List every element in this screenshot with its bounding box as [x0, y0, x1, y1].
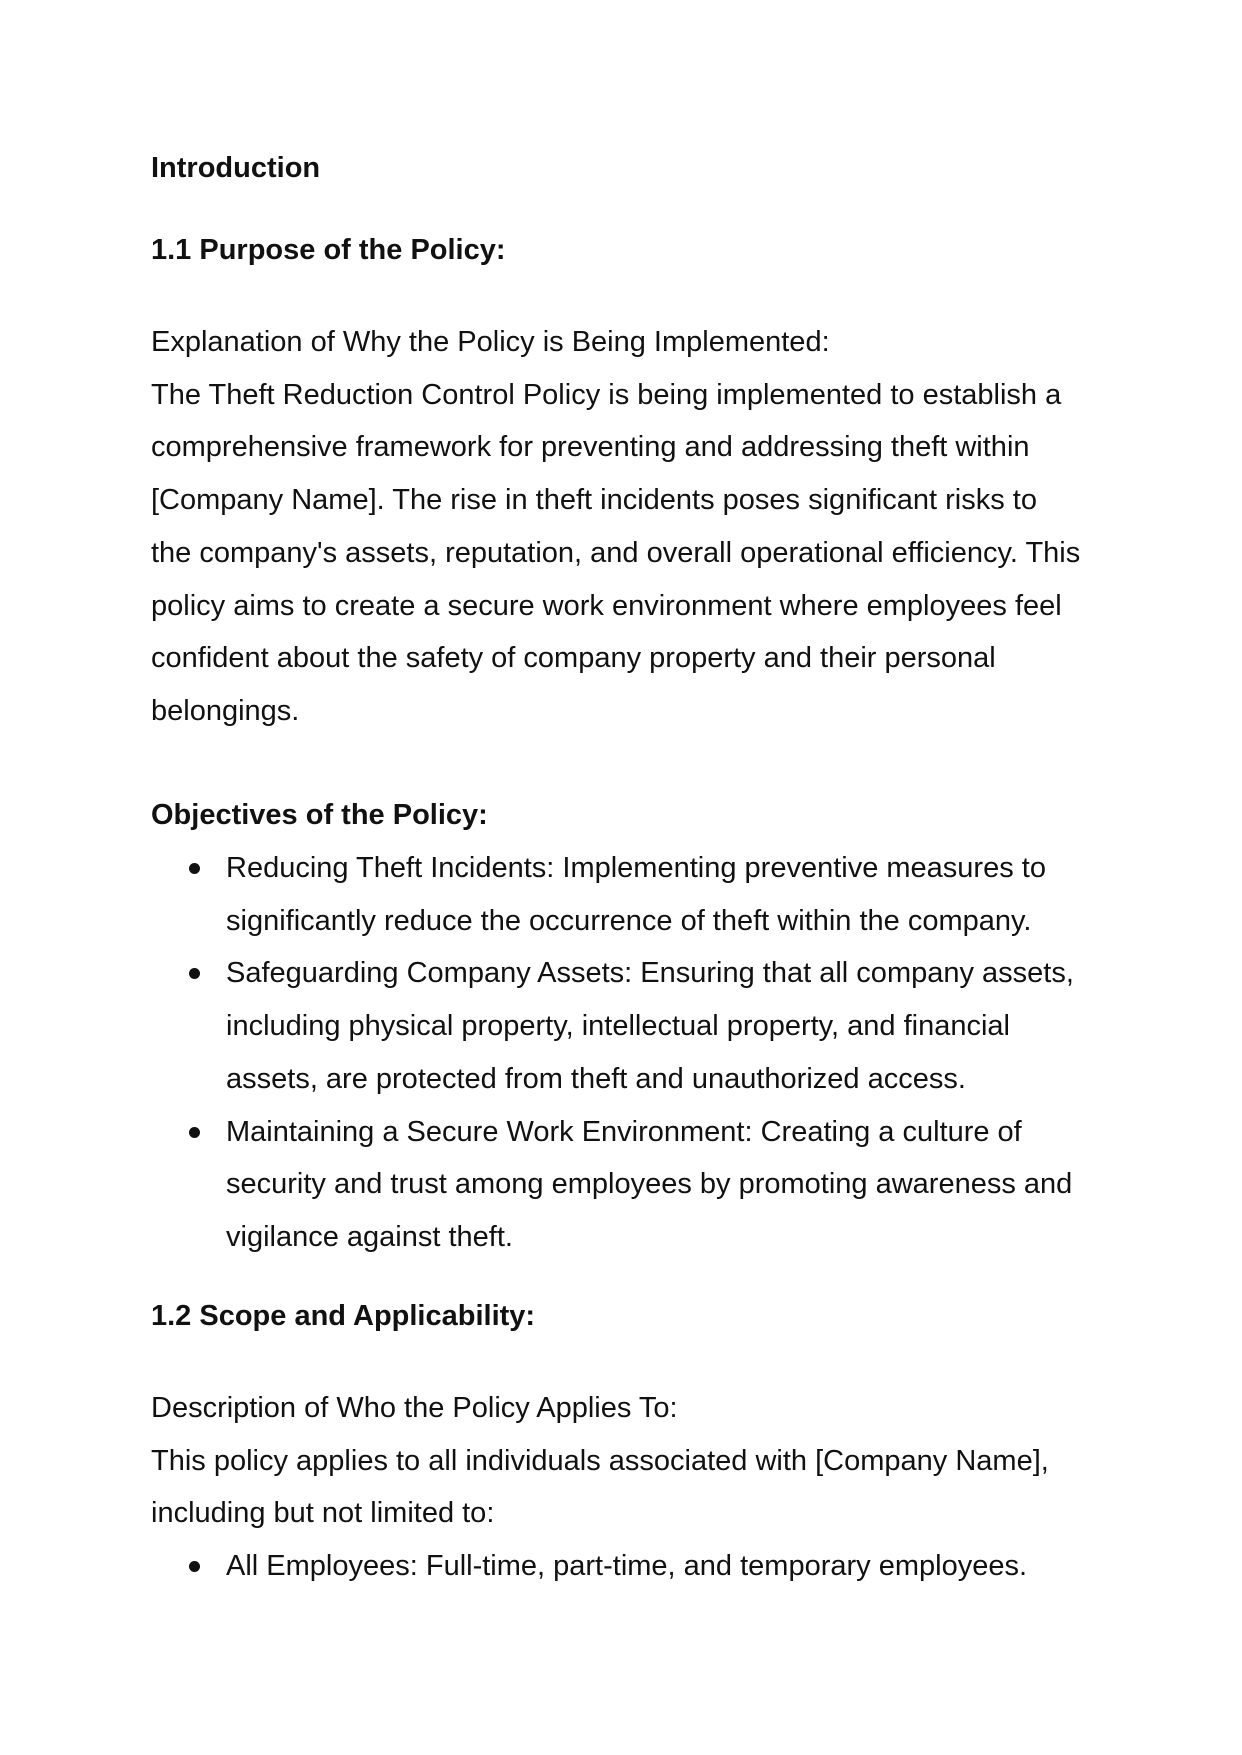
objectives-heading: Objectives of the Policy:: [151, 799, 488, 831]
section-1-2-subtitle: Description of Who the Policy Applies To:: [151, 1392, 678, 1424]
list-item-text: All Employees: Full-time, part-time, and temporary employees.: [226, 1550, 1028, 1582]
body-line: This policy applies to all individuals associated with [Company Name],: [151, 1444, 1049, 1477]
list-item: [151, 1106, 1111, 1264]
bullet-icon: [189, 1561, 200, 1572]
list-item-text: Reducing Theft Incidents: Implementing preventive measures to: [226, 852, 1046, 884]
section-1-1-heading: 1.1 Purpose of the Policy:: [151, 234, 506, 266]
section-1-2-body: [151, 1382, 1111, 1540]
bullet-icon: [189, 863, 200, 874]
list-item-text: significantly reduce the occurrence of theft within the company.: [226, 904, 1032, 937]
list-item: [151, 1540, 1111, 1593]
bullet-icon: [189, 1127, 200, 1138]
list-item-text: Safeguarding Company Assets: Ensuring that all company assets,: [226, 957, 1074, 990]
section-1-2-heading: 1.2 Scope and Applicability:: [151, 1300, 536, 1332]
list-item-text: vigilance against theft.: [226, 1220, 513, 1253]
list-item-text: including physical property, intellectual property, and financial: [226, 1010, 1010, 1043]
section-1-1-body: [151, 316, 1111, 738]
body-line: belongings.: [151, 694, 300, 727]
body-line: [Company Name]. The rise in theft incidents poses significant risks to: [151, 484, 1037, 517]
list-item: [151, 842, 1111, 947]
scope-list: [151, 1540, 1111, 1593]
list-item-text: assets, are protected from theft and unauthorized access.: [226, 1062, 966, 1095]
list-item: [151, 947, 1111, 1105]
body-line: The Theft Reduction Control Policy is being implemented to establish a: [151, 378, 1062, 411]
section-1-1-subtitle: Explanation of Why the Policy is Being Implemented:: [151, 326, 830, 358]
body-line: comprehensive framework for preventing and addressing theft within: [151, 431, 1030, 464]
body-line: the company's assets, reputation, and overall operational efficiency. This: [151, 536, 1081, 569]
body-line: including but not limited to:: [151, 1497, 495, 1530]
body-line: policy aims to create a secure work environment where employees feel: [151, 589, 1062, 622]
objectives-list: [151, 842, 1111, 1264]
list-item-text: security and trust among employees by promoting awareness and: [226, 1168, 1073, 1201]
body-line: confident about the safety of company property and their personal: [151, 642, 996, 675]
introduction-heading: Introduction: [151, 152, 321, 184]
list-item-text: Maintaining a Secure Work Environment: Creating a culture of: [226, 1115, 1022, 1148]
bullet-icon: [189, 968, 200, 979]
